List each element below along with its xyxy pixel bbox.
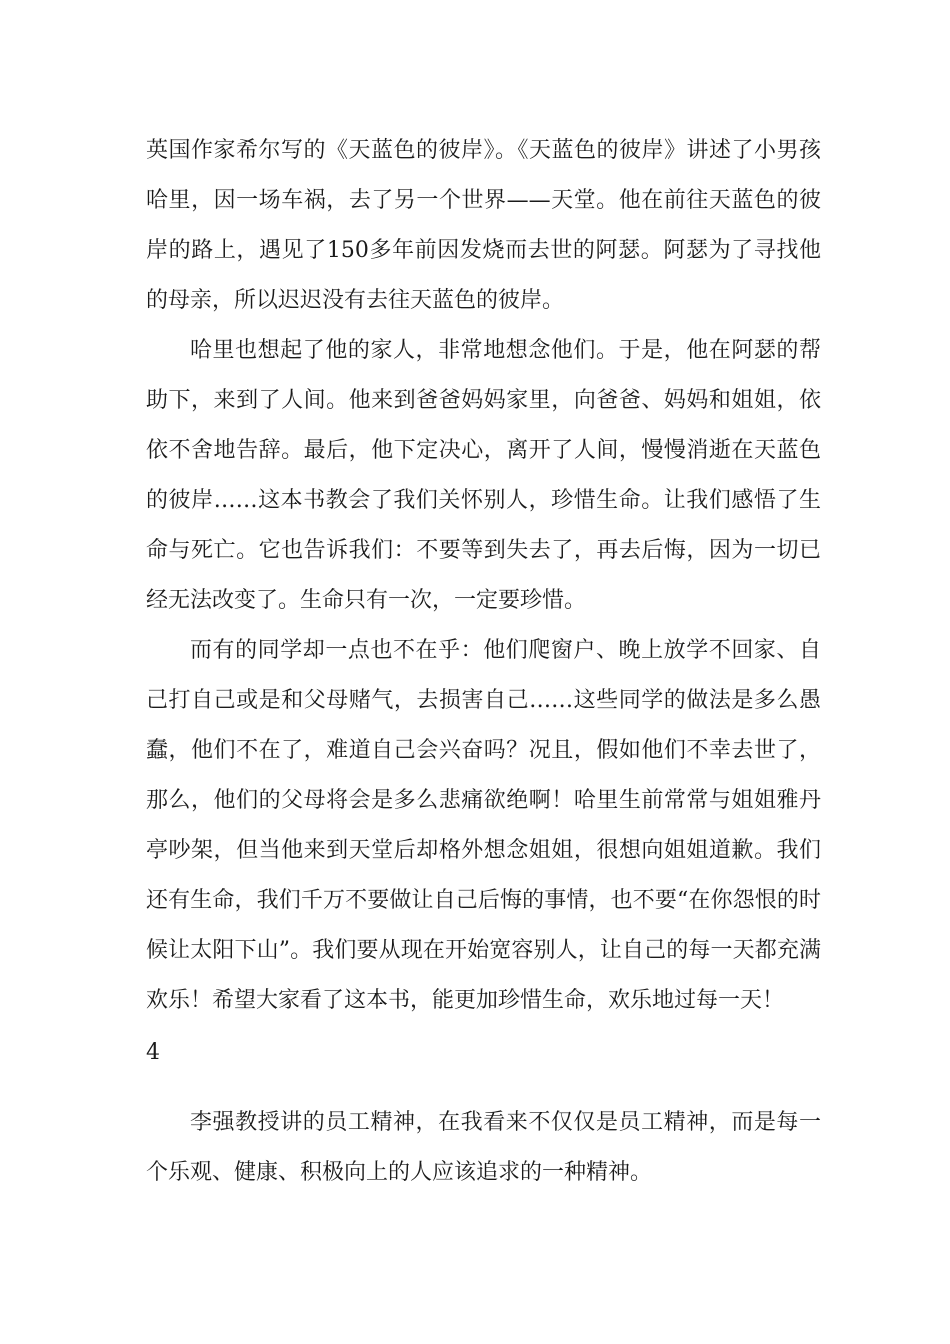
section-number: 4 [146,1040,160,1065]
document-body [146,126,821,1198]
paragraph-classmates: 而有的同学却一点也不在乎：他们爬窗户、晚上放学不回家、自己打自己或是和父母赌气，去损害自己……这些同学的做法是多么愚蠢，他们不在了，难道自己会兴奋吗？况且，假如他们不幸去世了，那么，他们的父母将会是多么悲痛欲绝啊！哈里生前常常与姐姐雅丹亭吵架，但当他来到天堂后却格外想念姐姐，很想向姐姐道歉。我们还有生命，我们千万不要做让自己后悔的事情，也不要“在你怨恨的时候让太阳下山”。我们要从现在开始宽容别人，让自己的每一天都充满欢乐！希望大家看了这本书，能更加珍惜生命，欢乐地过每一天！ [146,638,821,1013]
paragraph-book-intro: 英国作家希尔写的《天蓝色的彼岸》。《天蓝色的彼岸》讲述了小男孩哈里，因一场车祸，去了另一个世界——天堂。他在前往天蓝色的彼岸的路上，遇见了150多年前因发烧而去世的阿瑟。阿瑟为了寻找他的母亲，所以迟迟没有去往天蓝色的彼岸。 [146,138,821,313]
paragraph-employee-spirit: 李强教授讲的员工精神，在我看来不仅仅是员工精神，而是每一个乐观、健康、积极向上的人应该追求的一种精神。 [146,1110,821,1185]
section-spacer [146,1078,821,1098]
paragraph-harry-family: 哈里也想起了他的家人，非常地想念他们。于是，他在阿瑟的帮助下，来到了人间。他来到爸爸妈妈家里，向爸爸、妈妈和姐姐，依依不舍地告辞。最后，他下定决心，离开了人间，慢慢消逝在天蓝色的彼岸……这本书教会了我们关怀别人，珍惜生命。让我们感悟了生命与死亡。它也告诉我们：不要等到失去了，再去后悔，因为一切已经无法改变了。生命只有一次，一定要珍惜。 [146,338,821,613]
